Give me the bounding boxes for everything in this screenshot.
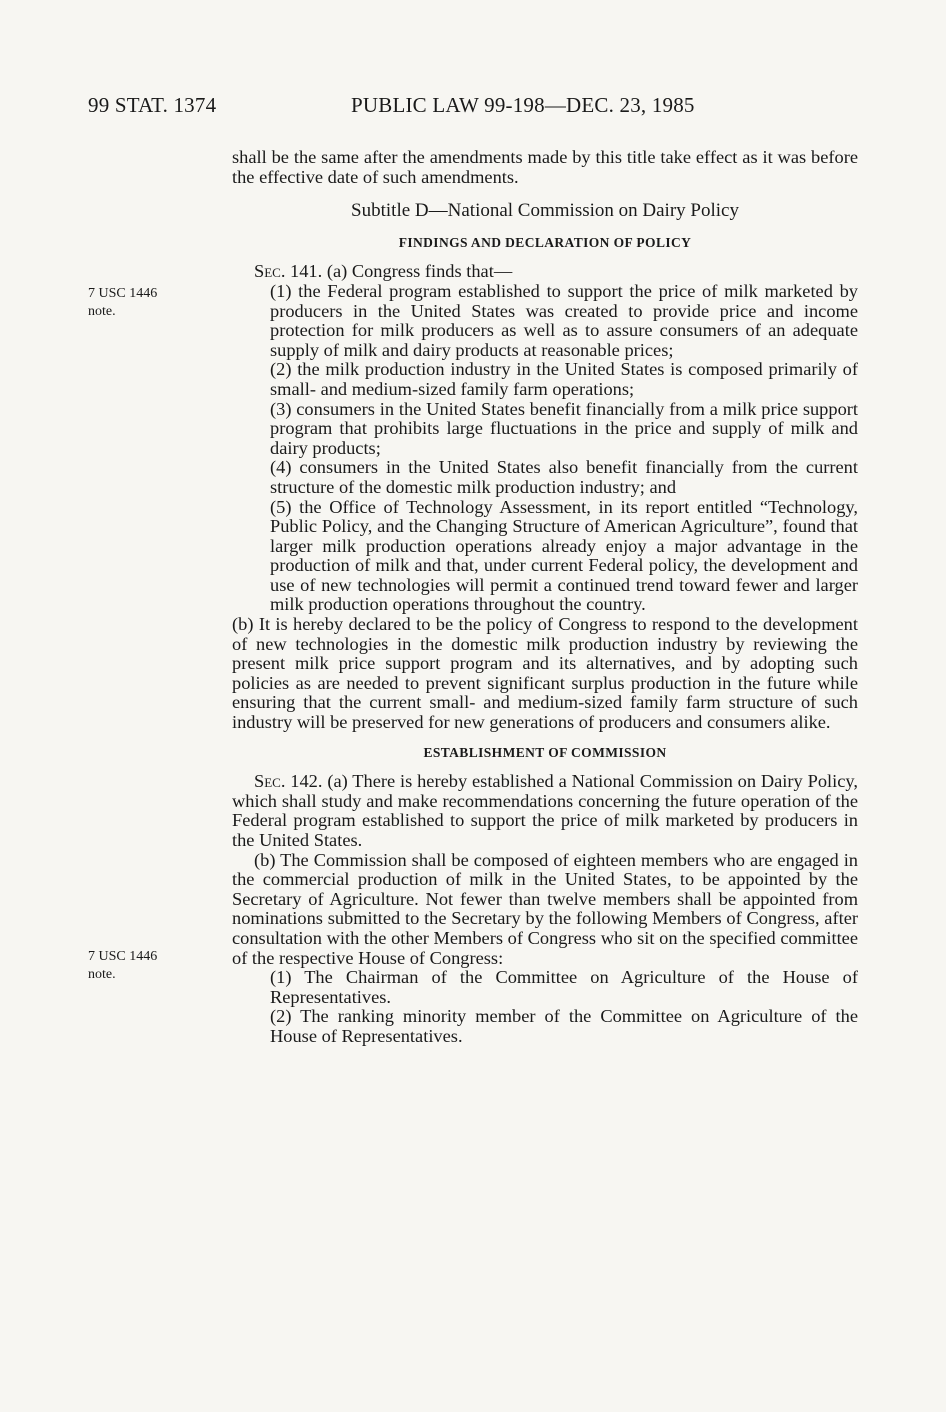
sec-label: Sec.	[254, 771, 286, 792]
finding-item-2: (2) the milk production industry in the United States is composed primarily of small- and medium-sized family farm operations;	[270, 359, 858, 399]
policy-declaration-paragraph: (b) It is hereby declared to be the policy of Congress to respond to the development of new technologies in the domestic milk production industry by reviewing the present milk price support program and its alternatives, and by adopting such policies as are needed to prevent significant surplus production in the future while ensuring that the current small- and medium-sized family farm structure of such industry will be preserved for new generations of producers and consumers alike.	[232, 614, 858, 733]
margin-note-suffix: note.	[88, 967, 116, 982]
margin-note-sec141	[88, 285, 157, 321]
nominator-item-2: (2) The ranking minority member of the Committee on Agriculture of the House of Representatives.	[270, 1006, 858, 1046]
intro-paragraph: shall be the same after the amendments made by this title take effect as it was before the effective date of such amendments.	[232, 147, 858, 187]
sec-label: Sec.	[254, 261, 286, 282]
finding-item-1: (1) the Federal program established to support the price of milk marketed by producers in the United States was created to provide price and income protection for milk producers as well as to assure consumers of an adequate supply of milk and dairy products at reasonable prices;	[270, 280, 858, 360]
commission-composition-paragraph: (b) The Commission shall be composed of eighteen members who are engaged in the commercial production of milk in the United States, to be appointed by the Secretary of Agriculture. Not fewer than twelve members shall be appointed from nominations submitted to the Secretary by the following Members of Congress, after consultation with the other Members of Congress who sit on the specified committee of the respective House of Congress:	[232, 849, 858, 968]
section-heading-establishment: ESTABLISHMENT OF COMMISSION	[423, 744, 667, 760]
body-text	[232, 148, 858, 1047]
sec141-paragraph	[232, 262, 858, 282]
sec141-text: 141. (a) Congress finds that—	[285, 261, 513, 282]
sec142-text: 142. (a) There is hereby established a National Commission on Dairy Policy, which shall study and make recommendations concerning the future operation of the Federal program established to support the price of milk marketed by producers in the United States.	[232, 771, 858, 850]
subtitle: Subtitle D—National Commission on Dairy Policy	[351, 200, 739, 222]
law-title: PUBLIC LAW 99-198—DEC. 23, 1985	[351, 93, 695, 117]
margin-note-sec142	[88, 948, 157, 984]
finding-item-5: (5) the Office of Technology Assessment, in its report entitled “Technology, Public Policy, and the Changing Structure of American Agriculture”, found that larger milk production operations already enjoy a major advantage in the production of milk and that, under current Federal policy, the development and use of new technologies will permit a continued trend toward fewer and larger milk production operations throughout the country.	[270, 496, 858, 615]
margin-note-citation: 7 USC 1446	[88, 286, 158, 301]
nominator-item-1: (1) The Chairman of the Committee on Agriculture of the House of Representatives.	[270, 967, 858, 1007]
section-heading-findings: FINDINGS AND DECLARATION OF POLICY	[398, 234, 692, 250]
finding-item-3: (3) consumers in the United States benefit financially from a milk price support program that prohibits large fluctuations in the price and supply of milk and dairy products;	[270, 398, 858, 458]
margin-note-suffix: note.	[88, 304, 116, 319]
sec142-paragraph	[232, 772, 858, 850]
finding-item-4: (4) consumers in the United States also benefit financially from the current structure of the domestic milk production industry; and	[270, 457, 858, 497]
stat-citation: 99 STAT. 1374	[88, 93, 217, 117]
margin-note-citation: 7 USC 1446	[88, 949, 158, 964]
